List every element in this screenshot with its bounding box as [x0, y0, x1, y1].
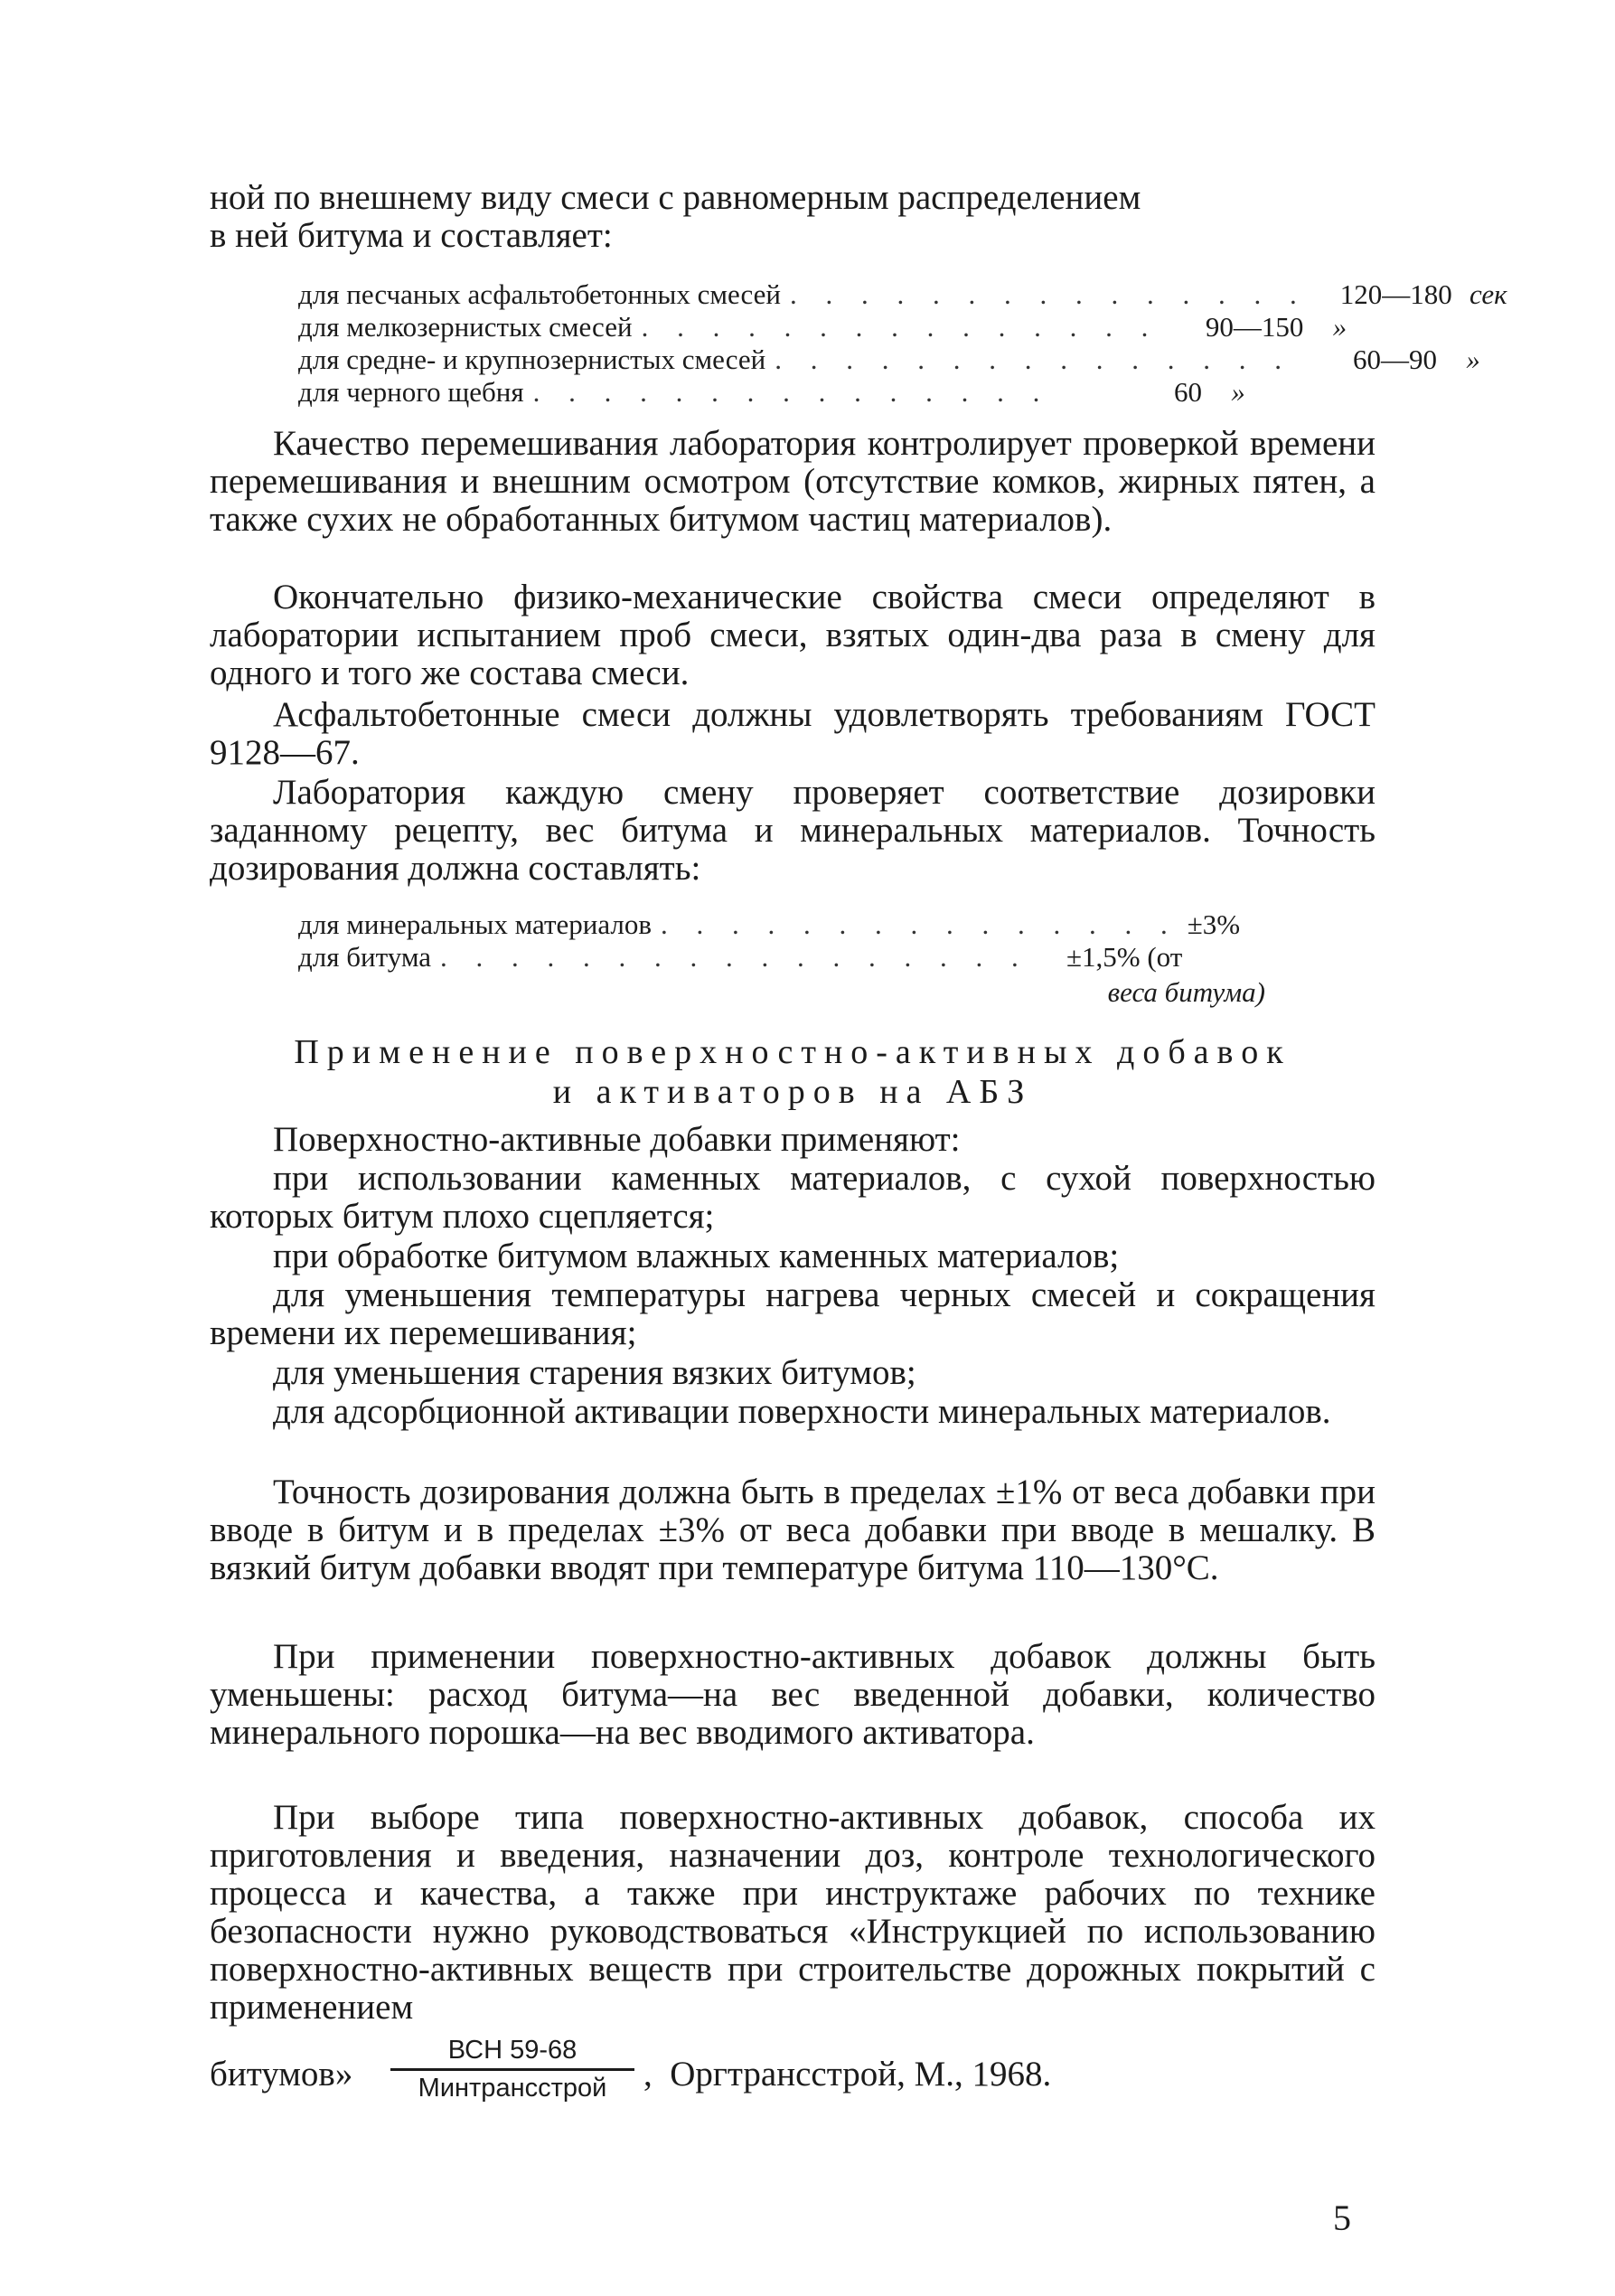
- list-item: при использовании каменных материалов, с сухой поверхностью которых битум плохо сцепляется;: [210, 1159, 1376, 1236]
- paragraph: Поверхностно-активные добавки применяют:: [273, 1120, 961, 1159]
- section-heading: [210, 1032, 1376, 1112]
- table-row: для песчаных асфальтобетонных смесей . . . . . . . . . . . . . . . 120—180 сек: [298, 278, 1507, 310]
- fraction-numerator: ВСН 59-68: [390, 2034, 634, 2071]
- heading-line: Применение поверхностно-активных добавок: [294, 1033, 1291, 1071]
- paragraph: Окончательно физико-механические свойства смеси определяют в лаборатории испытанием проб смеси, взятых один-два раза в смену для одного и того же состава смеси.: [210, 578, 1376, 692]
- list-item: для адсорбционной активации поверхности минеральных материалов.: [273, 1392, 1331, 1431]
- paragraph: При выборе типа поверхностно-активных добавок, способа их приготовления и введения, назначении доз, контроле технологического процесса и качества, а также при инструктаже рабочих по технике безопасности нужно руководствоваться «Инструкцией по использованию поверхностно-активных веществ при строительстве дорожных покрытий с применением: [210, 1798, 1376, 2027]
- page-number: 5: [1333, 2197, 1351, 2238]
- list-item: при обработке битумом влажных каменных материалов;: [273, 1237, 1120, 1275]
- fraction: [390, 2034, 634, 2105]
- list-item: для уменьшения старения вязких битумов;: [273, 1353, 916, 1392]
- paragraph: Качество перемешивания лаборатория контролирует проверкой времени перемешивания и внешним осмотром (отсутствие комков, жирных пятен, а также сухих не обработанных битумом частиц материалов).: [210, 424, 1376, 539]
- reference-line: [210, 2034, 1376, 2124]
- table-row: для черного щебня . . . . . . . . . . . . . . . 60 »: [298, 376, 1245, 408]
- fraction-denominator: Минтрансстрой: [418, 2074, 607, 2103]
- list-item: для уменьшения температуры нагрева черных смесей и сокращения времени их перемешивания;: [210, 1275, 1376, 1352]
- table-row: для мелкозернистых смесей . . . . . . . . . . . . . . . 90—150 »: [298, 311, 1347, 343]
- paragraph: Лаборатория каждую смену проверяет соответствие дозировки заданному рецепту, вес битума и минеральных материалов. Точность дозирования должна составлять:: [210, 773, 1376, 888]
- intro-paragraph: [210, 179, 1376, 255]
- ref-text-before: битумов»: [210, 2055, 353, 2094]
- paragraph: При применении поверхностно-активных добавок должны быть уменьшены: расход битума—на вес введенной добавки, количество минерального порошка—на вес вводимого активатора.: [210, 1637, 1376, 1752]
- accuracy-table: [298, 908, 1274, 974]
- table-row: для средне- и крупнозернистых смесей . . . . . . . . . . . . . . . 60—90 »: [298, 343, 1480, 375]
- paragraph: Точность дозирования должна быть в пределах ±1% от веса добавки при вводе в битум и в пределах ±3% от веса добавки при вводе в мешалку. В вязкий битум добавки вводят при температуре битума 110—130°С.: [210, 1473, 1376, 1587]
- mix-time-table: [298, 278, 1507, 409]
- intro-line: в ней битума и составляет:: [210, 216, 613, 255]
- ref-text-after: , Оргтрансстрой, М., 1968.: [643, 2055, 1052, 2094]
- heading-line: и активаторов на АБЗ: [552, 1073, 1033, 1111]
- table-row: для битума . . . . . . . . . . . . . . . . . ±1,5% (от: [298, 941, 1183, 973]
- paragraph: Асфальтобетонные смеси должны удовлетворять требованиям ГОСТ 9128—67.: [210, 695, 1376, 772]
- table-row: для минеральных материалов . . . . . . . . . . . . . . . ±3%: [298, 908, 1241, 940]
- intro-line: ной по внешнему виду смеси с равномерным распределением: [210, 178, 1141, 217]
- accuracy-note: веса битума): [1107, 976, 1265, 1008]
